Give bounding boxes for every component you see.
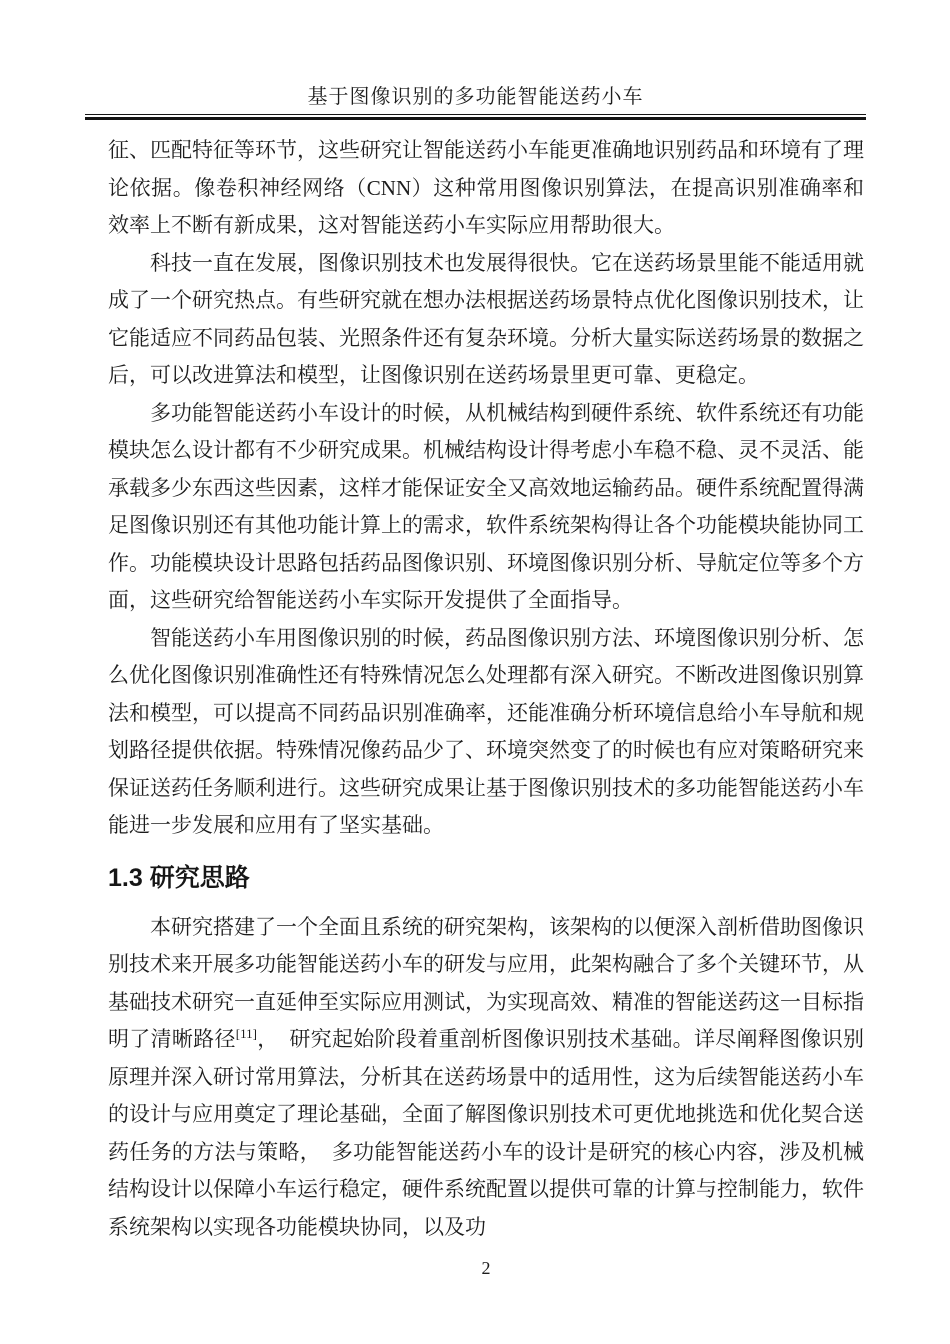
section-heading: 1.3 研究思路 — [108, 863, 250, 892]
header-double-rule — [85, 114, 866, 120]
paragraph-text: ， 研究起始阶段着重剖析图像识别技术基础。详尽阐释图像识别原理并深入研讨常用算法，分析其在送药场景中的适用性，这为后续智能送药小车的设计与应用奠定了理论基础，全面了解图像识别技术可更优地挑选和优化契合送药任务的方法与策略， 多功能智能送药小车的设计是研究的核心内容，涉及机械结构设计以保障小车运行稳定，硬件系统配置以提供可靠的计算与控制能力，软件系统架构以实现各功能模块协同，以及功 — [108, 1027, 865, 1239]
page-header — [85, 84, 866, 120]
header-title: 基于图像识别的多功能智能送药小车 — [307, 86, 644, 108]
paragraph: 智能送药小车用图像识别的时候，药品图像识别方法、环境图像识别分析、怎么优化图像识别准确性还有特殊情况怎么处理都有深入研究。不断改进图像识别算法和模型，可以提高不同药品识别准确率，还能准确分析环境信息给小车导航和规划路径提供依据。特殊情况像药品少了、环境突然变了的时候也有应对策略研究来保证送药任务顺利进行。这些研究成果让基于图像识别技术的多功能智能送药小车能进一步发展和应用有了坚实基础。 — [108, 625, 864, 837]
paragraph: 多功能智能送药小车设计的时候，从机械结构到硬件系统、软件系统还有功能模块怎么设计都有不少研究成果。机械结构设计得考虑小车稳不稳、灵不灵活、能承载多少东西这些因素，这样才能保证安全又高效地运输药品。硬件系统配置得满足图像识别还有其他功能计算上的需求，软件系统架构得让各个功能模块能协同工作。功能模块设计思路包括药品图像识别、环境图像识别分析、导航定位等多个方面，这些研究给智能送药小车实际开发提供了全面指导。 — [108, 400, 864, 612]
paragraph: 征、匹配特征等环节，这些研究让智能送药小车能更准确地识别药品和环境有了理论依据。像卷积神经网络（CNN）这种常用图像识别算法，在提高识别准确率和效率上不断有新成果，这对智能送药小车实际应用帮助很大。 — [108, 138, 864, 237]
document-body — [108, 132, 864, 1246]
citation-marker: [11] — [235, 1026, 257, 1041]
paragraph: 科技一直在发展，图像识别技术也发展得很快。它在送药场景里能不能适用就成了一个研究热点。有些研究就在想办法根据送药场景特点优化图像识别技术，让它能适应不同药品包装、光照条件还有复杂环境。分析大量实际送药场景的数据之后，可以改进算法和模型，让图像识别在送药场景里更可靠、更稳定。 — [108, 250, 864, 387]
paragraph-text: 本研究搭建了一个全面且系统的研究架构，该架构的以便深入剖析借助图像识别技术来开展多功能智能送药小车的研发与应用，此架构融合了多个关键环节，从基础技术研究一直延伸至实际应用测试，为实现高效、精准的智能送药这一目标指明了清晰路径 — [108, 914, 864, 1051]
page-number: 2 — [481, 1258, 491, 1278]
page-footer — [108, 1256, 864, 1280]
paragraph — [108, 909, 864, 1247]
